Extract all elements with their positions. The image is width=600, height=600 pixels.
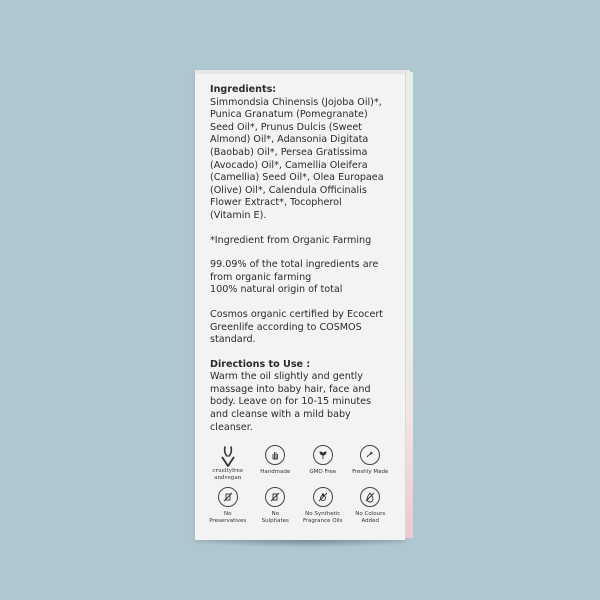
cosmos-line: Cosmos organic certified by Ecocert [210,308,384,320]
badge-handmade [252,445,300,481]
badge-line: Added [361,518,379,524]
badge-line: crueltyfree [212,468,244,474]
badge-no-colours [347,487,395,525]
badge-no-sulphates [252,487,300,525]
ingredients-line: Flower Extract*, Tocopherol [210,197,342,209]
no-colours-icon [360,487,380,507]
badge-no-preservatives [204,487,252,525]
directions-line: massage into baby hair, face and [210,383,371,395]
directions-section [210,359,398,435]
badge-line: Sulphates [261,518,289,524]
box-top-edge [195,70,410,74]
flower-icon [360,445,380,465]
ingredients-line: (Olive) Oil*, Calendula Officinalis [210,184,367,196]
percentage-line: from organic farming [210,271,312,283]
organic-note: *Ingredient from Organic Farming [210,234,372,246]
ingredients-line: (Vitamin E). [210,209,267,221]
ingredients-line: Seed Oil*, Prunus Dulcis (Sweet [210,121,363,133]
directions-line: Warm the oil slightly and gently [210,371,363,383]
ingredients-heading: Ingredients: [210,84,277,95]
cosmos-line: Greenlife according to COSMOS [210,321,362,333]
ingredients-line: Punica Granatum (Pomegranate) [210,109,368,121]
cosmos-certification [210,309,398,347]
badge-no-synthetic-fragrance [299,487,347,525]
leaf-icon [313,445,333,465]
badge-freshly-made [347,445,395,481]
directions-line: cleanser. [210,421,253,433]
bunny-icon [217,445,239,467]
badge-line: No [271,511,279,517]
no-preservatives-icon [218,487,238,507]
badge-line: andvegan [214,474,242,481]
organic-percentage [210,259,398,297]
ingredients-line: (Avocado) Oil*, Camellia Oleifera [210,159,368,171]
badge-line: GMO Free [309,469,337,475]
badge-line: Preservatives [209,518,247,524]
no-synthetic-fragrance-icon [313,487,333,507]
ingredients-section [210,84,398,223]
box-side-edge [405,72,413,538]
directions-heading: Directions to Use : [210,358,311,370]
badge-line: No Colours [355,511,386,517]
badge-gmo-free [299,445,347,481]
badge-line: No [224,511,232,517]
percentage-line: 99.09% of the total ingredients are [210,259,379,271]
directions-line: body. Leave on for 10-15 minutes [210,396,372,408]
cosmos-line: standard. [210,334,256,346]
ingredients-line: (Baobab) Oil*, Persea Gratissima [210,146,368,158]
badge-line: Fragrance Oils [303,518,343,524]
badge-grid [204,445,394,525]
ingredients-line: Almond) Oil*, Adansonia Digitata [210,134,369,146]
directions-line: and cleanse with a mild baby [210,409,351,421]
badge-line: Handmade [260,469,291,475]
ingredients-line: (Camellia) Seed Oil*, Olea Europaea [210,172,384,184]
hand-icon [265,445,285,465]
label-text [210,84,398,446]
no-sulphates-icon [265,487,285,507]
badge-line: Freshly Made [352,469,389,475]
badge-cruelty-free [204,445,252,481]
ingredients-line: Simmondsia Chinensis (Jojoba Oil)*, [210,96,382,108]
percentage-line: 100% natural origin of total [210,284,343,296]
badge-line: No Synthetic [305,511,341,517]
